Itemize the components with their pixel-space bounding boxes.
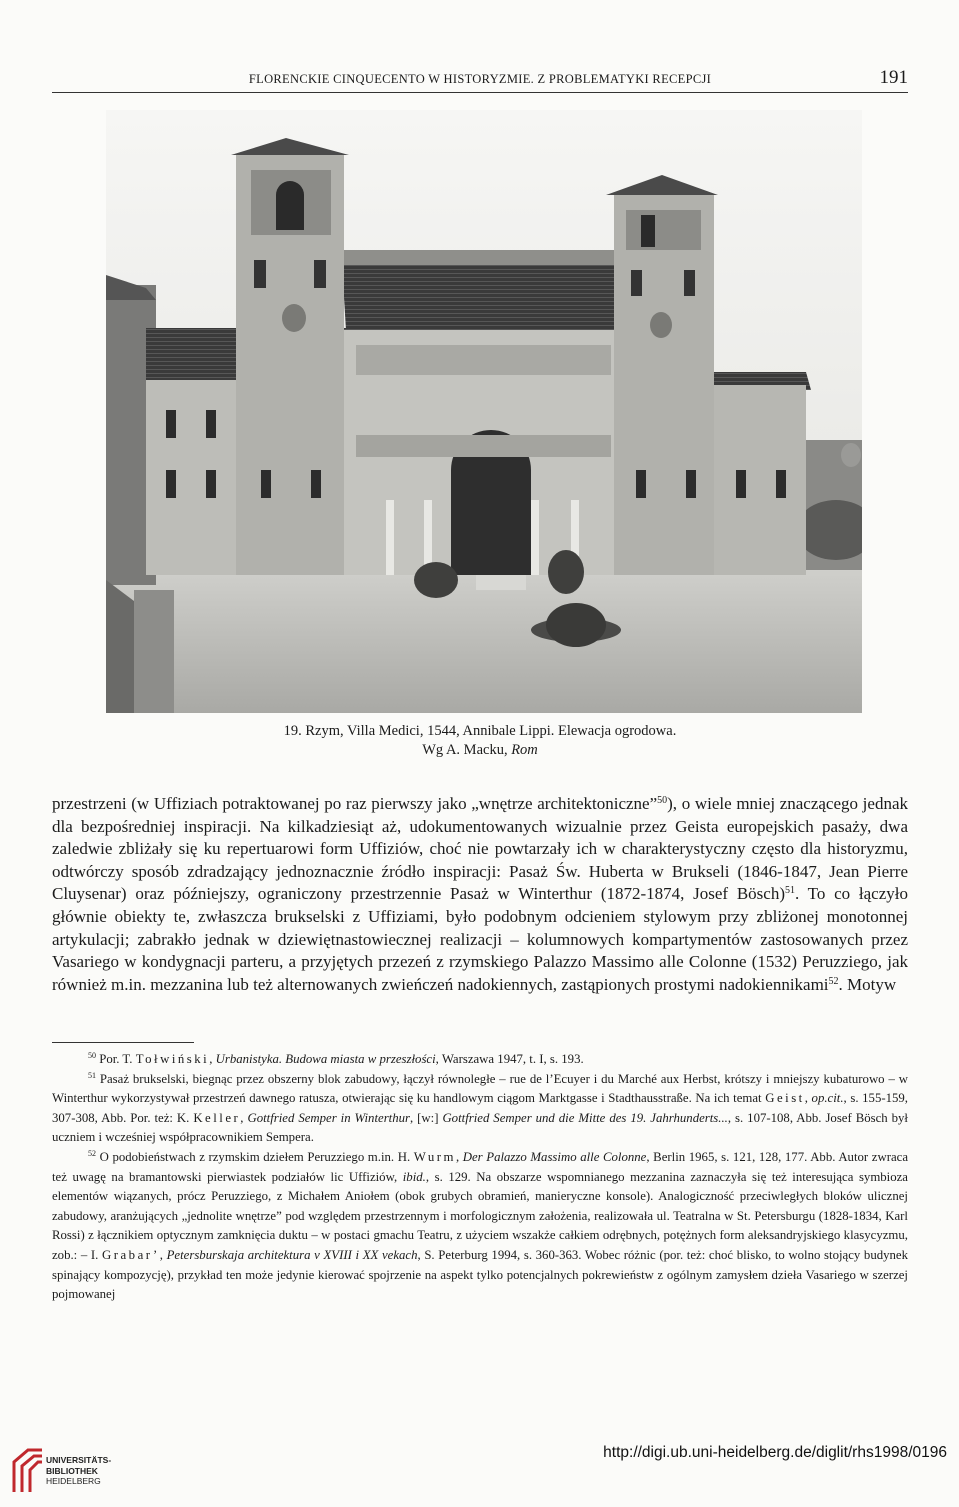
running-title: FLORENCKIE CINQUECENTO W HISTORYZMIE. Z PROBLEMATYKI RECEPCJI bbox=[248, 72, 712, 86]
villa-medici-photograph bbox=[106, 110, 862, 713]
footnote-text: Pasaż brukselski, biegnąc przez obszerny blok zabudowy, łączył równoległe – rue de l’Ecuyer i du Marché aux Herbst, krótszy i mniejszy kubaturowo – w Winterthur wykorzystywał przestrzeń dawnego ratusza, otwierając się ku handlowym ciągom Marktgasse i Stadthausstraße. Na ich temat bbox=[52, 1071, 908, 1106]
author-name: Tołwiński bbox=[135, 1052, 210, 1066]
library-name-line-3: HEIDELBERG bbox=[46, 1476, 101, 1486]
book-title: Gottfried Semper in Winterthur bbox=[247, 1110, 411, 1125]
author-name: Geist bbox=[765, 1091, 805, 1106]
footnote-divider bbox=[52, 1042, 194, 1043]
library-name bbox=[46, 1455, 111, 1487]
footnote-text: , S. Peterburg 1994, s. 360-363. Wobec różnic (por. też: choć blisko, to wolno stojący budynek spinający kompozycję), przykład ten może jedynie kierować spojrzenie na aspekt tylko potencjalnych pokrewieństw z ogólnym zamysłem dzieła Vasariego w szerzej pojmowanej bbox=[52, 1247, 908, 1302]
running-head bbox=[52, 68, 908, 93]
footnote-text: , Warszawa 1947, t. I, s. 193. bbox=[435, 1052, 584, 1066]
caption-line-2 bbox=[52, 741, 908, 760]
footnote-text: , [w:] bbox=[410, 1110, 443, 1125]
footnote-50 bbox=[52, 1050, 908, 1070]
body-text-4: . Motyw bbox=[838, 974, 897, 994]
caption-credit: Wg A. Macku, bbox=[422, 742, 512, 758]
footnote-text: O podobieństwach z rzymskim dziełem Peruzziego m.in. H. bbox=[96, 1149, 414, 1164]
caption-source-title: Rom bbox=[511, 742, 538, 758]
footnote-text: , bbox=[240, 1110, 248, 1125]
footnote-number: 52 bbox=[88, 1148, 96, 1158]
figure-caption bbox=[52, 722, 908, 760]
footnote-text: , s. 155-159, 307-308, Abb. Por. też: K. bbox=[52, 1091, 908, 1125]
footnote-text: , Berlin 1965, s. 121, 128, 177. Abb. Autor zwraca też uwagę na bramantowski pierwiastek podziałów lic Uffiziów, bbox=[52, 1149, 908, 1184]
citation-abbrev: ibid. bbox=[402, 1169, 426, 1184]
caption-line-1: 19. Rzym, Villa Medici, 1544, Annibale Lippi. Elewacja ogrodowa. bbox=[283, 723, 677, 739]
footnote-text: Por. T. bbox=[96, 1052, 136, 1066]
footnote-text: , bbox=[159, 1247, 167, 1262]
footnote-text: , s. 129. Na obszarze wspomnianego mezzanina zaznaczyła się też interesująca symbioza elementów wiązanych, prócz Peruzziego, z Michałem Aniołem (obok grubych obramień, manieryczne konsole). Analogiczność przeciwległych bloków ulicznej zabudowy, aranżujących „jednolite wnętrze” pod względem przestrzennym i morfologicznym założenia, realizowała ul. Teatralna w St. Petersburgu (1828-1834, Karl Rossi) z łącznikiem optycznym zamknięcia duktu – w postaci gmachu Teatru, z użyciem wszakże całkiem odrębnych, potężnych form aleksandryjskiego klasycyzmu, zob.: – I. bbox=[52, 1169, 908, 1262]
book-title: Der Palazzo Massimo alle Colonne bbox=[462, 1149, 647, 1164]
library-name-line-2: BIBLIOTHEK bbox=[46, 1465, 98, 1476]
body-text-3: . To co łączyło głównie obiekty te, zwłaszcza brukselski z Uffiziami, było podobnym odcieniem stylowym przy zbliżonej monotonnej artykulacji; zabrakło jednak w dziewiętnastowiecznej realizacji – kolumnowych kompartymentów zastosowanych przez Vasariego w kondygnacji parteru, a przyjętych przezeń z rzymskiego Palazzo Massimo alle Colonne (1532) Peruzziego, jak również m.in. mezzanina lub też alternowanych zwieńczeń nadokiennych, zastąpionych prostymi nadokiennikami bbox=[52, 884, 908, 994]
body-paragraph bbox=[52, 793, 908, 996]
citation-abbrev: op.cit. bbox=[811, 1091, 844, 1106]
footnote-ref-51[interactable]: 51 bbox=[784, 885, 795, 897]
footnote-ref-52[interactable]: 52 bbox=[828, 975, 839, 987]
author-name: Keller bbox=[193, 1110, 241, 1125]
footnote-text: , bbox=[455, 1149, 463, 1164]
author-name: Wurm bbox=[413, 1149, 456, 1164]
footnote-52 bbox=[52, 1148, 908, 1305]
page-number: 191 bbox=[879, 67, 908, 88]
author-name: Grabar’ bbox=[102, 1247, 160, 1262]
body-text-1: przestrzeni (w Uffiziach potraktowanej po raz pierwszy jako „wnętrze architektoniczne” bbox=[52, 794, 658, 813]
library-name-line-1: UNIVERSITÄTS- bbox=[46, 1455, 112, 1465]
footnote-number: 51 bbox=[88, 1070, 96, 1080]
footnote-text: , bbox=[209, 1052, 216, 1066]
footnote-51 bbox=[52, 1070, 908, 1148]
footnote-text: , bbox=[804, 1091, 812, 1106]
book-title: Urbanistyka. Budowa miasta w przeszłości bbox=[215, 1052, 436, 1066]
body-text-2: ), o wiele mniej znaczącego jednak dla bezpośredniej inspiracji. Na kilkadziesiąt aż, udokumentowanych wizualnie przez Geista europejskich pasaży, dwa zaledwie zbliżały się ku repertuarowi form Uffiziów, choć nie powtarzały ich w charakterystyczny często dla historyzmu, odtwórczy sposób zdradzający jednoznacznie źródło inspiracji: Pasaż Św. Huberta w Brukseli (1846-1847, Jean Pierre Cluysenar) oraz późniejszy, ograniczony przestrzennie Pasaż w Winterthur (1872-1874, Josef Bösch) bbox=[52, 794, 908, 904]
book-title: Gottfried Semper und die Mitte des 19. Jahrhunderts... bbox=[442, 1110, 728, 1125]
footnote-text: , s. 107-108, Abb. Josef Bösch był uczniem i wcześniej współpracownikiem Sempera. bbox=[52, 1110, 908, 1145]
footnote-ref-50[interactable]: 50 bbox=[657, 795, 668, 806]
footnote-number: 50 bbox=[88, 1051, 96, 1060]
book-title: Petersburskaja architektura v XVIII i XX vekach bbox=[166, 1247, 418, 1262]
footnotes bbox=[52, 1050, 908, 1305]
permalink-url[interactable]: http://digi.ub.uni-heidelberg.de/diglit/rhs1998/0196 bbox=[603, 1444, 947, 1461]
